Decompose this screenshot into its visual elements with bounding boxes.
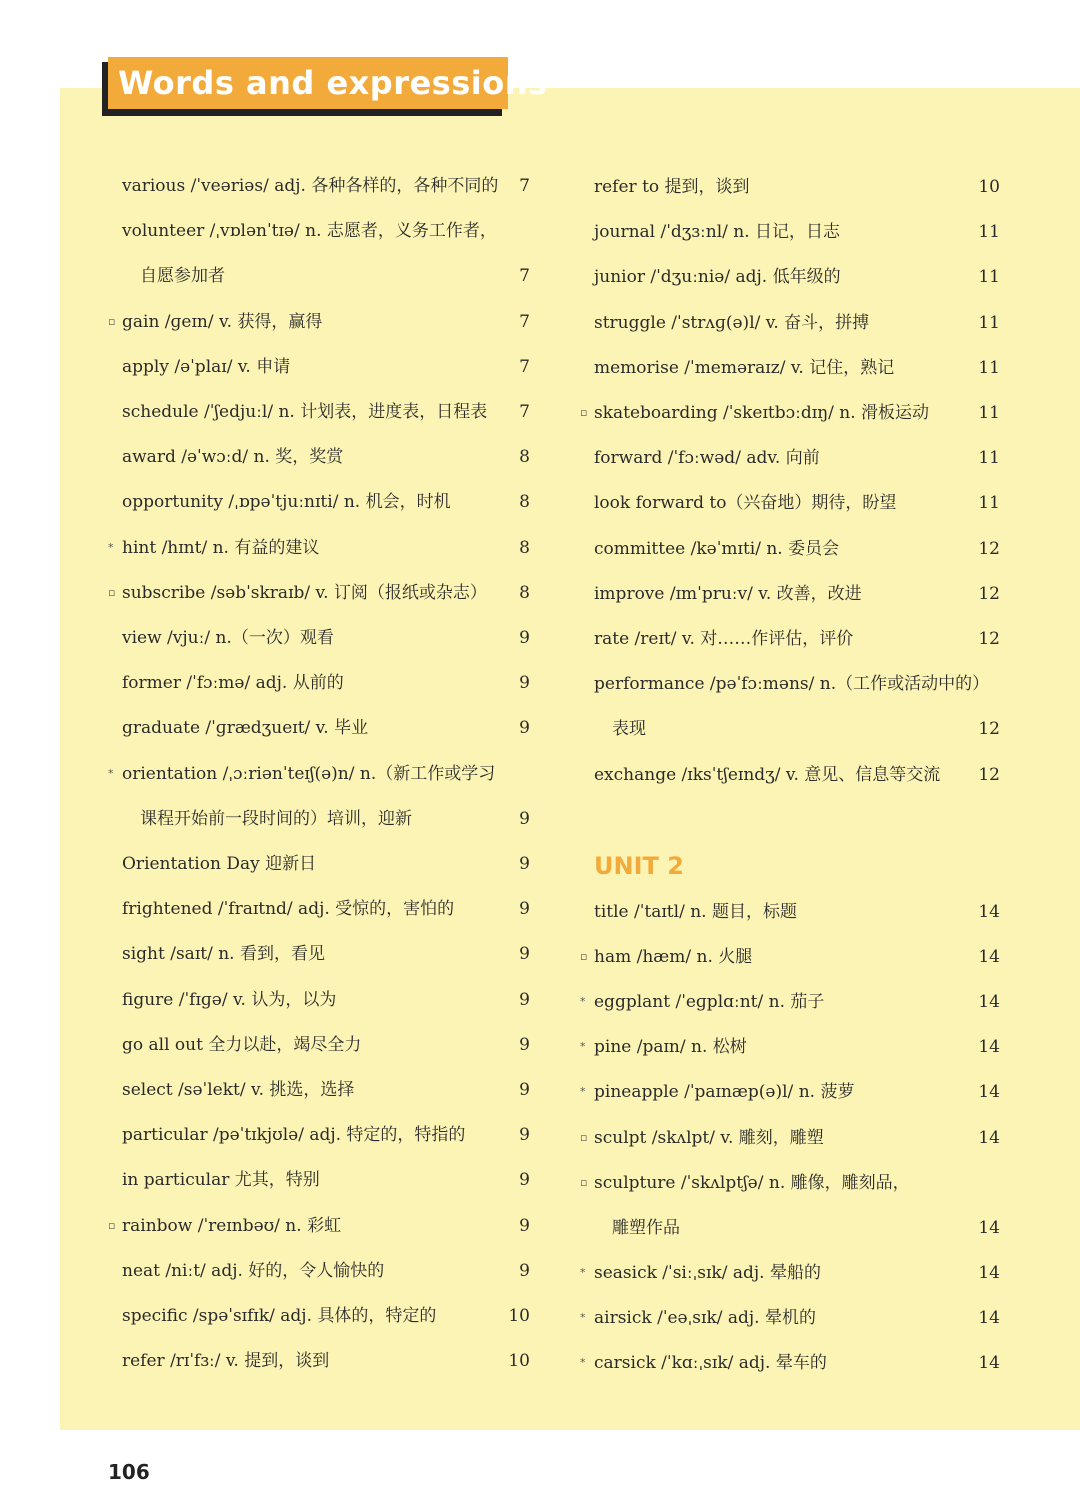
entry-marker: * — [580, 1040, 586, 1054]
entry-page: 12 — [978, 583, 1000, 604]
entry-page: 7 — [519, 402, 530, 422]
entry-page: 11 — [978, 493, 1000, 514]
vocab-entry — [594, 624, 1000, 654]
entry-text: in particular 尤其，特别 — [122, 1170, 320, 1191]
entry-page: 8 — [519, 537, 530, 558]
vocab-entry — [594, 262, 1000, 292]
entry-text: specific /spəˈsɪfɪk/ adj. 具体的，特定的 — [122, 1306, 437, 1326]
entry-page: 12 — [978, 764, 1000, 785]
vocab-entry — [580, 1303, 1000, 1333]
entry-text: subscribe /səbˈskraɪb/ v. 订阅（报纸或杂志） — [122, 582, 487, 603]
entry-text: former /ˈfɔːmə/ adj. 从前的 — [122, 673, 344, 694]
entry-marker: ▫ — [580, 1130, 588, 1144]
entry-text: ham /hæm/ n. 火腿 — [594, 947, 753, 968]
vocab-entry — [580, 1077, 1000, 1107]
entry-text: volunteer /ˌvɒlənˈtɪə/ n. 志愿者，义务工作者， — [122, 221, 497, 242]
entry-page: 9 — [519, 1034, 530, 1055]
entry-text: schedule /ˈʃedjuːl/ n. 计划表，进度表，日程表 — [122, 402, 488, 422]
entry-page: 9 — [519, 899, 530, 920]
entry-page: 11 — [978, 357, 1000, 378]
entry-page: 14 — [978, 992, 1000, 1013]
entry-text: eggplant /ˈeɡplɑːnt/ n. 茄子 — [594, 992, 825, 1013]
entry-text: title /ˈtaɪtl/ n. 题目，标题 — [594, 902, 797, 922]
vocab-entry — [594, 488, 1000, 518]
entry-marker: ▫ — [108, 585, 116, 599]
entry-text: committee /kəˈmɪti/ n. 委员会 — [594, 538, 840, 559]
entry-text: journal /ˈdʒɜːnl/ n. 日记，日志 — [594, 222, 841, 243]
entry-text: struggle /ˈstrʌɡ(ə)l/ v. 奋斗，拼搏 — [594, 312, 870, 333]
vocab-entry — [122, 1120, 530, 1150]
vocab-entry — [594, 443, 1000, 473]
vocab-entry — [122, 1256, 530, 1286]
entry-text: 课程开始前一段时间的）培训，迎新 — [140, 808, 412, 829]
entry-marker: ▫ — [580, 950, 588, 964]
entry-text: refer to 提到，谈到 — [594, 177, 750, 197]
page-number: 106 — [108, 1460, 150, 1484]
vocab-entry — [122, 171, 530, 201]
vocab-entry — [122, 352, 530, 382]
entry-page: 8 — [519, 492, 530, 513]
entry-page: 9 — [519, 673, 530, 694]
entry-text: opportunity /ˌɒpəˈtjuːnɪti/ n. 机会，时机 — [122, 492, 451, 513]
entry-marker: * — [580, 1265, 586, 1279]
entry-page: 11 — [978, 312, 1000, 333]
entry-page: 14 — [978, 1127, 1000, 1148]
vocab-entry — [122, 487, 530, 517]
section-title: Words and expressions — [108, 57, 508, 109]
vocab-entry — [122, 623, 530, 653]
vocab-entry — [594, 353, 1000, 383]
vocab-entry — [594, 714, 1000, 744]
entry-page: 12 — [978, 629, 1000, 649]
entry-page: 8 — [519, 582, 530, 603]
entry-marker: ▫ — [108, 314, 116, 328]
unit-heading: UNIT 2 — [594, 852, 684, 880]
vocab-entry — [594, 579, 1000, 609]
entry-text: sculpt /skʌlpt/ v. 雕刻，雕塑 — [594, 1127, 824, 1148]
entry-text: pine /paɪn/ n. 松树 — [594, 1037, 747, 1058]
entry-page: 14 — [978, 1082, 1000, 1103]
vocab-entry — [594, 760, 1000, 790]
entry-marker: ▫ — [580, 406, 588, 419]
vocab-entry — [122, 849, 530, 879]
entry-text: neat /niːt/ adj. 好的，令人愉快的 — [122, 1260, 385, 1281]
entry-marker: ▫ — [580, 1175, 588, 1189]
entry-page: 9 — [519, 1170, 530, 1191]
entry-text: 雕塑作品 — [612, 1217, 680, 1238]
vocab-entry — [580, 1168, 1000, 1198]
entry-text: carsick /ˈkɑːˌsɪk/ adj. 晕车的 — [594, 1353, 827, 1373]
entry-marker: * — [580, 1356, 586, 1369]
entry-marker: ▫ — [108, 1218, 116, 1232]
vocab-entry — [580, 1258, 1000, 1288]
vocab-entry — [108, 578, 530, 608]
entry-page: 9 — [519, 1215, 530, 1236]
entry-page: 9 — [519, 854, 530, 874]
vocab-entry — [122, 1165, 530, 1195]
vocab-entry — [580, 987, 1000, 1017]
entry-page: 14 — [978, 1217, 1000, 1238]
entry-text: sculpture /ˈskʌlptʃə/ n. 雕像，雕刻品， — [594, 1172, 910, 1193]
vocab-entry — [594, 897, 1000, 927]
entry-page: 10 — [508, 1306, 530, 1326]
vocab-entry — [580, 942, 1000, 972]
entry-marker: * — [580, 995, 586, 1009]
vocab-entry — [594, 534, 1000, 564]
entry-marker: * — [108, 540, 114, 554]
entry-text: exchange /ɪksˈtʃeɪndʒ/ v. 意见、信息等交流 — [594, 764, 941, 785]
vocab-entry — [580, 1123, 1000, 1153]
vocab-entry — [122, 1301, 530, 1331]
entry-text: refer /rɪˈfɜː/ v. 提到，谈到 — [122, 1351, 330, 1372]
vocab-entry — [108, 1211, 530, 1241]
entry-page: 9 — [519, 628, 530, 648]
entry-text: figure /ˈfɪɡə/ v. 认为，以为 — [122, 989, 337, 1010]
vocab-entry — [122, 939, 530, 969]
entry-text: rainbow /ˈreɪnbəʊ/ n. 彩虹 — [122, 1215, 342, 1236]
vocab-entry — [580, 1032, 1000, 1062]
entry-marker: * — [108, 766, 114, 780]
vocab-entry — [122, 713, 530, 743]
entry-text: view /vjuː/ n.（一次）观看 — [122, 628, 334, 648]
entry-text: 表现 — [612, 719, 646, 740]
entry-text: memorise /ˈmeməraɪz/ v. 记住，熟记 — [594, 357, 895, 378]
entry-page: 12 — [978, 719, 1000, 740]
vocab-entry — [580, 1348, 1000, 1378]
entry-text: go all out 全力以赴，竭尽全力 — [122, 1034, 362, 1055]
entry-page: 8 — [519, 447, 530, 468]
entry-text: various /ˈveəriəs/ adj. 各种各样的，各种不同的 — [122, 176, 499, 196]
entry-page: 14 — [978, 1262, 1000, 1283]
entry-text: 自愿参加者 — [140, 266, 225, 287]
entry-marker: * — [580, 1085, 586, 1099]
entry-text: gain /ɡeɪn/ v. 获得，赢得 — [122, 311, 323, 332]
entry-page: 7 — [519, 176, 530, 196]
vocab-entry — [122, 804, 530, 834]
entry-text: graduate /ˈɡrædʒueɪt/ v. 毕业 — [122, 718, 369, 739]
vocab-entry — [122, 216, 530, 246]
entry-text: select /səˈlekt/ v. 挑选，选择 — [122, 1080, 355, 1100]
entry-page: 7 — [519, 356, 530, 377]
vocab-entry — [108, 307, 530, 337]
entry-page: 9 — [519, 718, 530, 739]
entry-text: particular /pəˈtɪkjʊlə/ adj. 特定的，特指的 — [122, 1125, 466, 1146]
vocab-entry — [108, 533, 530, 563]
entry-page: 11 — [978, 267, 1000, 288]
entry-text: frightened /ˈfraɪtnd/ adj. 受惊的，害怕的 — [122, 899, 455, 920]
entry-text: apply /əˈplaɪ/ v. 申请 — [122, 356, 291, 377]
entry-page: 10 — [978, 177, 1000, 197]
entry-page: 9 — [519, 1260, 530, 1281]
entry-text: seasick /ˈsiːˌsɪk/ adj. 晕船的 — [594, 1262, 821, 1283]
entry-page: 14 — [978, 902, 1000, 922]
entry-page: 10 — [508, 1351, 530, 1372]
entry-text: Orientation Day 迎新日 — [122, 854, 317, 874]
entry-text: hint /hɪnt/ n. 有益的建议 — [122, 537, 320, 558]
vocab-entry — [594, 172, 1000, 202]
entry-page: 14 — [978, 1307, 1000, 1328]
vocab-entry — [122, 1075, 530, 1105]
entry-marker: * — [580, 1310, 586, 1324]
entry-text: orientation /ˌɔːriənˈteɪʃ(ə)n/ n.（新工作或学习 — [122, 763, 496, 784]
entry-text: skateboarding /ˈskeɪtbɔːdɪŋ/ n. 滑板运动 — [594, 403, 930, 423]
entry-page: 9 — [519, 1080, 530, 1100]
vocab-entry — [122, 442, 530, 472]
vocab-entry — [594, 1213, 1000, 1243]
entry-text: forward /ˈfɔːwəd/ adv. 向前 — [594, 448, 820, 469]
vocab-entry — [594, 308, 1000, 338]
entry-page: 11 — [978, 448, 1000, 469]
entry-page: 9 — [519, 1125, 530, 1146]
entry-page: 12 — [978, 538, 1000, 559]
vocab-entry — [108, 759, 530, 789]
entry-text: improve /ɪmˈpruːv/ v. 改善，改进 — [594, 583, 862, 604]
entry-page: 14 — [978, 1037, 1000, 1058]
entry-page: 7 — [519, 311, 530, 332]
entry-text: pineapple /ˈpaɪnæp(ə)l/ n. 菠萝 — [594, 1082, 855, 1103]
entry-page: 14 — [978, 1353, 1000, 1373]
entry-text: rate /reɪt/ v. 对……作评估，评价 — [594, 629, 854, 649]
vocab-entry — [122, 1346, 530, 1376]
entry-page: 14 — [978, 947, 1000, 968]
entry-text: award /əˈwɔːd/ n. 奖，奖赏 — [122, 447, 344, 468]
vocab-entry — [594, 669, 1000, 699]
entry-page: 11 — [978, 222, 1000, 243]
entry-text: airsick /ˈeəˌsɪk/ adj. 晕机的 — [594, 1307, 816, 1328]
vocab-entry — [122, 894, 530, 924]
vocab-entry — [122, 1030, 530, 1060]
entry-page: 9 — [519, 989, 530, 1010]
entry-text: junior /ˈdʒuːniə/ adj. 低年级的 — [594, 267, 841, 288]
entry-page: 11 — [978, 403, 1000, 423]
vocab-entry — [594, 217, 1000, 247]
entry-page: 9 — [519, 944, 530, 965]
vocab-entry — [580, 398, 1000, 428]
vocab-entry — [122, 985, 530, 1015]
vocab-entry — [122, 668, 530, 698]
entry-text: sight /saɪt/ n. 看到，看见 — [122, 944, 325, 965]
entry-text: look forward to（兴奋地）期待，盼望 — [594, 493, 897, 514]
entry-text: performance /pəˈfɔːməns/ n.（工作或活动中的） — [594, 674, 990, 695]
vocab-entry — [122, 397, 530, 427]
entry-page: 9 — [519, 808, 530, 829]
vocab-entry — [122, 261, 530, 291]
entry-page: 7 — [519, 266, 530, 287]
